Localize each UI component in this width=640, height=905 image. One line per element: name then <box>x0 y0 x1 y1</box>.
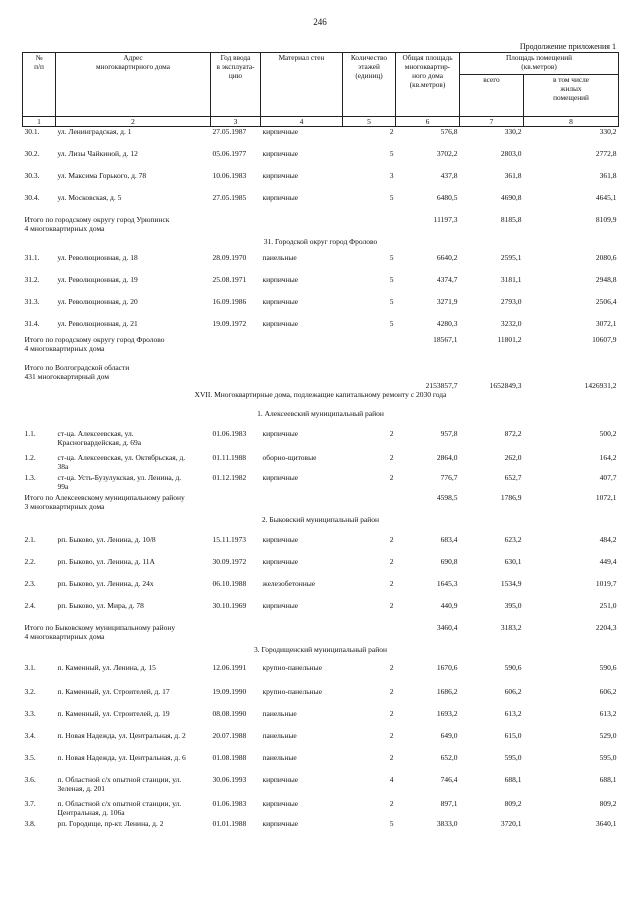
table-row <box>23 579 619 601</box>
row-premises-total: 2595,1 <box>500 252 522 262</box>
row-address: п. Новая Надежда, ул. Центральная, д. 2 <box>57 730 186 740</box>
row-living-area: 164,2 <box>599 452 617 462</box>
row-floors: 2 <box>389 686 394 696</box>
row-premises-total: 4690,8 <box>500 192 522 202</box>
row-living-area: 2080,6 <box>595 252 617 262</box>
row-living-area: 484,2 <box>599 534 617 544</box>
row-total-area: 6480,5 <box>436 192 458 202</box>
subtotal-premises-total: 1652849,3 <box>489 380 522 390</box>
row-floors: 2 <box>389 600 394 610</box>
table-row <box>23 275 619 297</box>
row-address: ул. Революционная, д. 20 <box>57 296 138 306</box>
table-row <box>23 775 619 799</box>
row-total-area: 957,8 <box>440 428 458 438</box>
row-premises-total: 613,2 <box>504 708 522 718</box>
row-wall-material: кирпичные <box>262 818 299 828</box>
row-total-area: 776,7 <box>440 472 458 482</box>
row-floors: 2 <box>389 578 394 588</box>
header-floors: Количество этажей (единиц) <box>343 53 396 117</box>
column-number: 2 <box>56 117 211 127</box>
row-floors: 2 <box>389 452 394 462</box>
section-heading <box>23 645 619 663</box>
table-row <box>23 535 619 557</box>
continuation-note: Продолжение приложения 1 <box>519 42 616 51</box>
row-number: 3.7. <box>24 798 36 808</box>
row-wall-material: кирпичные <box>262 318 299 328</box>
section-title: XVII. Многоквартирные дома, подлежащие капитальному ремонту с 2030 года <box>194 389 447 399</box>
row-address: рп. Быково, ул. Мира, д. 78 <box>57 600 144 610</box>
row-number: 3.6. <box>24 774 36 784</box>
row-living-area: 606,2 <box>599 686 617 696</box>
row-commission-date: 15.11.1973 <box>212 534 246 544</box>
row-floors: 3 <box>389 170 394 180</box>
table-row <box>23 473 619 493</box>
section-title: 2. Быковский муниципальный район <box>261 514 380 524</box>
table-row <box>23 253 619 275</box>
row-address: ул. Московская, д. 5 <box>57 192 122 202</box>
row-commission-date: 01.01.1988 <box>212 818 247 828</box>
subtotal-living-area: 1426931,2 <box>584 380 617 390</box>
section-heading <box>23 515 619 535</box>
row-wall-material: кирпичные <box>262 192 299 202</box>
row-floors: 2 <box>389 534 394 544</box>
row-total-area: 4374,7 <box>436 274 458 284</box>
table-row <box>23 663 619 687</box>
row-total-area: 6640,2 <box>436 252 458 262</box>
row-wall-material: кирпичные <box>262 534 299 544</box>
row-premises-total: 2803,0 <box>500 148 522 158</box>
row-address: ст-ца. Усть-Бузулукская, ул. Ленина, д. 99а <box>57 472 182 491</box>
row-address: ст-ца. Алексеевская, ул. Красногвардейская, д. 69а <box>57 428 142 447</box>
section-heading <box>23 237 619 253</box>
row-number: 31.1. <box>24 252 40 262</box>
row-total-area: 652,0 <box>440 752 458 762</box>
row-number: 2.2. <box>24 556 36 566</box>
row-commission-date: 01.08.1988 <box>212 752 247 762</box>
row-total-area: 1670,6 <box>436 662 458 672</box>
row-premises-total: 262,0 <box>504 452 522 462</box>
row-living-area: 361,8 <box>599 170 617 180</box>
header-address: Адрес многоквартирного дома <box>56 53 211 117</box>
section-heading <box>23 390 619 409</box>
table-row <box>23 731 619 753</box>
row-number: 30.4. <box>24 192 40 202</box>
row-premises-total: 623,2 <box>504 534 522 544</box>
header-year: Год ввода в эксплуата- цию <box>211 53 261 117</box>
row-number: 2.4. <box>24 600 36 610</box>
section-title: 1. Алексеевский муниципальный район <box>257 408 384 418</box>
row-total-area: 649,0 <box>440 730 458 740</box>
column-number: 3 <box>211 117 261 127</box>
row-number: 3.8. <box>24 818 36 828</box>
header-walls: Материал стен <box>261 53 343 117</box>
header-area: Общая площадь многоквартир- ного дома (кв.метров) <box>396 53 460 117</box>
row-premises-total: 2793,0 <box>500 296 522 306</box>
row-number: 30.3. <box>24 170 40 180</box>
row-floors: 5 <box>389 296 394 306</box>
row-living-area: 407,7 <box>599 472 617 482</box>
row-wall-material: кирпичные <box>262 296 299 306</box>
row-number: 2.3. <box>24 578 36 588</box>
row-premises-total: 3720,1 <box>500 818 522 828</box>
row-total-area: 3702,2 <box>436 148 458 158</box>
table-row <box>23 819 619 833</box>
row-number: 31.3. <box>24 296 40 306</box>
row-living-area: 2506,4 <box>595 296 617 306</box>
row-commission-date: 19.09.1972 <box>212 318 247 328</box>
section-title: 31. Городской округ город Фролово <box>263 236 378 246</box>
row-number: 30.1. <box>24 127 40 136</box>
subtotal-row <box>23 335 619 363</box>
row-commission-date: 12.06.1991 <box>212 662 247 672</box>
subtotal-living-area: 10607,9 <box>592 334 617 344</box>
row-living-area: 595,0 <box>599 752 617 762</box>
row-living-area: 500,2 <box>599 428 617 438</box>
row-number: 2.1. <box>24 534 36 544</box>
row-number: 31.2. <box>24 274 40 284</box>
row-commission-date: 01.12.1982 <box>212 472 247 482</box>
row-premises-total: 615,0 <box>504 730 522 740</box>
row-wall-material: кирпичные <box>262 774 299 784</box>
row-address: рп. Быково, ул. Ленина, д. 10/8 <box>57 534 156 544</box>
row-floors: 2 <box>389 428 394 438</box>
subtotal-label: Итого по городскому округу город Фролово 4 многоквартирных дома <box>24 334 165 353</box>
column-number: 7 <box>460 117 524 127</box>
table-row <box>23 171 619 193</box>
row-commission-date: 28.09.1970 <box>212 252 247 262</box>
row-premises-total: 630,1 <box>504 556 522 566</box>
row-floors: 2 <box>389 752 394 762</box>
row-floors: 5 <box>389 318 394 328</box>
row-address: ул. Революционная, д. 18 <box>57 252 138 262</box>
row-floors: 4 <box>389 774 394 784</box>
row-address: п. Областной с/х опытной станции, ул. Зеленая, д. 201 <box>57 774 182 793</box>
row-address: п. Новая Надежда, ул. Центральная, д. 6 <box>57 752 186 762</box>
subtotal-premises-total: 8185,8 <box>500 214 522 224</box>
subtotal-premises-total: 3183,2 <box>500 622 522 632</box>
subtotal-area: 18567,1 <box>433 334 458 344</box>
row-commission-date: 05.06.1977 <box>212 148 247 158</box>
row-address: п. Каменный, ул. Строителей, д. 19 <box>57 708 170 718</box>
housing-register-table <box>22 52 619 833</box>
row-floors: 5 <box>389 192 394 202</box>
row-commission-date: 01.06.1983 <box>212 428 247 438</box>
row-floors: 2 <box>389 662 394 672</box>
row-floors: 5 <box>389 274 394 284</box>
row-number: 3.1. <box>24 662 36 672</box>
row-living-area: 449,4 <box>599 556 617 566</box>
header-premises: Площадь помещений (кв.метров) <box>460 53 619 75</box>
row-number: 3.4. <box>24 730 36 740</box>
row-floors: 2 <box>389 472 394 482</box>
row-number: 3.5. <box>24 752 36 762</box>
row-living-area: 688,1 <box>599 774 617 784</box>
row-number: 31.4. <box>24 318 40 328</box>
row-premises-total: 3181,1 <box>500 274 522 284</box>
row-commission-date: 01.11.1988 <box>212 452 246 462</box>
column-number: 5 <box>343 117 396 127</box>
row-address: рп. Быково, ул. Ленина, д. 24х <box>57 578 154 588</box>
row-wall-material: крупно-панельные <box>262 686 323 696</box>
row-address: ул. Максима Горького, д. 78 <box>57 170 147 180</box>
row-commission-date: 08.08.1990 <box>212 708 247 718</box>
table-row <box>23 799 619 819</box>
row-total-area: 576,8 <box>440 127 458 136</box>
row-total-area: 1693,2 <box>436 708 458 718</box>
row-living-area: 3072,1 <box>595 318 617 328</box>
row-living-area: 3640,1 <box>595 818 617 828</box>
table-body <box>23 127 619 833</box>
row-premises-total: 606,2 <box>504 686 522 696</box>
table-header <box>23 53 619 127</box>
row-total-area: 440,9 <box>440 600 458 610</box>
row-wall-material: кирпичные <box>262 170 299 180</box>
subtotal-area: 11197,3 <box>433 214 458 224</box>
row-total-area: 4280,3 <box>436 318 458 328</box>
row-address: ул. Ленинградская, д. 1 <box>57 127 132 136</box>
subtotal-living-area: 1072,1 <box>595 492 617 502</box>
row-commission-date: 30.06.1993 <box>212 774 247 784</box>
row-floors: 2 <box>389 127 394 136</box>
column-number: 4 <box>261 117 343 127</box>
row-premises-total: 652,7 <box>504 472 522 482</box>
table-row <box>23 149 619 171</box>
row-commission-date: 25.08.1971 <box>212 274 247 284</box>
row-premises-total: 1534,9 <box>500 578 522 588</box>
row-premises-total: 872,2 <box>504 428 522 438</box>
subtotal-label: Итого по городскому округу город Урюпинск 4 многоквартирных дома <box>24 214 170 233</box>
row-living-area: 2772,8 <box>595 148 617 158</box>
row-wall-material: панельные <box>262 752 297 762</box>
row-wall-material: кирпичные <box>262 600 299 610</box>
row-number: 1.1. <box>24 428 36 438</box>
row-address: ст-ца. Алексеевская, ул. Октябрьская, д. 38а <box>57 452 186 471</box>
column-number: 6 <box>396 117 460 127</box>
row-premises-total: 330,2 <box>504 127 522 136</box>
row-living-area: 529,0 <box>599 730 617 740</box>
row-address: ул. Лизы Чайкиной, д. 12 <box>57 148 138 158</box>
row-address: п. Каменный, ул. Ленина, д. 15 <box>57 662 156 672</box>
table-row <box>23 557 619 579</box>
table-row <box>23 319 619 335</box>
row-living-area: 251,0 <box>599 600 617 610</box>
row-address: ул. Революционная, д. 21 <box>57 318 138 328</box>
row-total-area: 683,4 <box>440 534 458 544</box>
row-commission-date: 27.05.1987 <box>212 127 247 136</box>
row-wall-material: железобетонные <box>262 578 316 588</box>
row-premises-total: 688,1 <box>504 774 522 784</box>
row-wall-material: кирпичные <box>262 274 299 284</box>
row-number: 3.3. <box>24 708 36 718</box>
row-wall-material: панельные <box>262 730 297 740</box>
column-number: 1 <box>23 117 56 127</box>
subtotal-premises-total: 11801,2 <box>497 334 522 344</box>
table-row <box>23 453 619 473</box>
table-row <box>23 601 619 623</box>
row-wall-material: кирпичные <box>262 472 299 482</box>
row-living-area: 590,6 <box>599 662 617 672</box>
row-floors: 2 <box>389 708 394 718</box>
table-row <box>23 709 619 731</box>
header-number: № п/п <box>23 53 56 117</box>
header-living: в том числе жилых помещений <box>524 75 619 117</box>
subtotal-area: 3460,4 <box>436 622 458 632</box>
row-premises-total: 361,8 <box>504 170 522 180</box>
subtotal-living-area: 8109,9 <box>595 214 617 224</box>
row-premises-total: 595,0 <box>504 752 522 762</box>
subtotal-row <box>23 363 619 390</box>
row-living-area: 809,2 <box>599 798 617 808</box>
row-living-area: 613,2 <box>599 708 617 718</box>
row-total-area: 746,4 <box>440 774 458 784</box>
row-living-area: 330,2 <box>599 127 617 136</box>
row-total-area: 1645,3 <box>436 578 458 588</box>
row-wall-material: кирпичные <box>262 556 299 566</box>
subtotal-row <box>23 493 619 515</box>
subtotal-label: Итого по Волгоградской области 431 многоквартирный дом <box>24 362 130 381</box>
row-address: п. Каменный, ул. Строителей, д. 17 <box>57 686 170 696</box>
subtotal-area: 4598,5 <box>436 492 458 502</box>
row-floors: 2 <box>389 798 394 808</box>
row-address: рп. Городище, пр-кт. Ленина, д. 2 <box>57 818 164 828</box>
subtotal-row <box>23 623 619 645</box>
row-wall-material: кирпичные <box>262 428 299 438</box>
row-premises-total: 3232,0 <box>500 318 522 328</box>
row-commission-date: 01.06.1983 <box>212 798 247 808</box>
row-number: 1.3. <box>24 472 36 482</box>
subtotal-premises-total: 1786,9 <box>500 492 522 502</box>
subtotal-row <box>23 215 619 237</box>
subtotal-label: Итого по Алексеевскому муниципальному району 3 многоквартирных дома <box>24 492 185 511</box>
row-wall-material: крупно-панельные <box>262 662 323 672</box>
row-total-area: 1686,2 <box>436 686 458 696</box>
subtotal-living-area: 2204,3 <box>595 622 617 632</box>
row-commission-date: 06.10.1988 <box>212 578 247 588</box>
table-row <box>23 687 619 709</box>
row-floors: 5 <box>389 148 394 158</box>
row-premises-total: 809,2 <box>504 798 522 808</box>
page-number: 246 <box>313 17 327 27</box>
row-premises-total: 590,6 <box>504 662 522 672</box>
section-title: 3. Городищенский муниципальный район <box>254 644 387 654</box>
row-floors: 2 <box>389 730 394 740</box>
header-total: всего <box>460 75 524 117</box>
subtotal-label: Итого по Быковскому муниципальному району 4 многоквартирных дома <box>24 622 176 641</box>
row-number: 3.2. <box>24 686 36 696</box>
row-floors: 2 <box>389 556 394 566</box>
row-wall-material: оборно-щитовые <box>262 452 317 462</box>
row-living-area: 1019,7 <box>595 578 617 588</box>
row-living-area: 4645,1 <box>595 192 617 202</box>
row-wall-material: кирпичные <box>262 127 299 136</box>
row-total-area: 897,1 <box>440 798 458 808</box>
row-total-area: 3271,9 <box>436 296 458 306</box>
row-commission-date: 10.06.1983 <box>212 170 247 180</box>
table-row <box>23 753 619 775</box>
row-wall-material: кирпичные <box>262 798 299 808</box>
table-row <box>23 429 619 453</box>
row-number: 1.2. <box>24 452 36 462</box>
row-premises-total: 395,0 <box>504 600 522 610</box>
row-commission-date: 20.07.1988 <box>212 730 247 740</box>
row-address: п. Областной с/х опытной станции, ул. Центральная, д. 106а <box>57 798 182 817</box>
row-address: рп. Быково, ул. Ленина, д. 11А <box>57 556 155 566</box>
row-wall-material: панельные <box>262 708 297 718</box>
table-row <box>23 193 619 215</box>
row-total-area: 690,8 <box>440 556 458 566</box>
row-wall-material: кирпичные <box>262 148 299 158</box>
row-total-area: 2864,0 <box>436 452 458 462</box>
row-address: ул. Революционная, д. 19 <box>57 274 138 284</box>
section-heading <box>23 409 619 429</box>
table-row <box>23 297 619 319</box>
row-living-area: 2948,8 <box>595 274 617 284</box>
row-number: 30.2. <box>24 148 40 158</box>
row-total-area: 3833,0 <box>436 818 458 828</box>
row-commission-date: 16.09.1986 <box>212 296 247 306</box>
subtotal-area: 2153857,7 <box>425 380 458 390</box>
row-commission-date: 27.05.1985 <box>212 192 247 202</box>
row-floors: 5 <box>389 252 394 262</box>
row-commission-date: 30.09.1972 <box>212 556 247 566</box>
row-total-area: 437,8 <box>440 170 458 180</box>
column-number: 8 <box>524 117 619 127</box>
table-row <box>23 127 619 149</box>
row-commission-date: 30.10.1969 <box>212 600 247 610</box>
row-floors: 5 <box>389 818 394 828</box>
row-wall-material: панельные <box>262 252 297 262</box>
row-commission-date: 19.09.1990 <box>212 686 247 696</box>
